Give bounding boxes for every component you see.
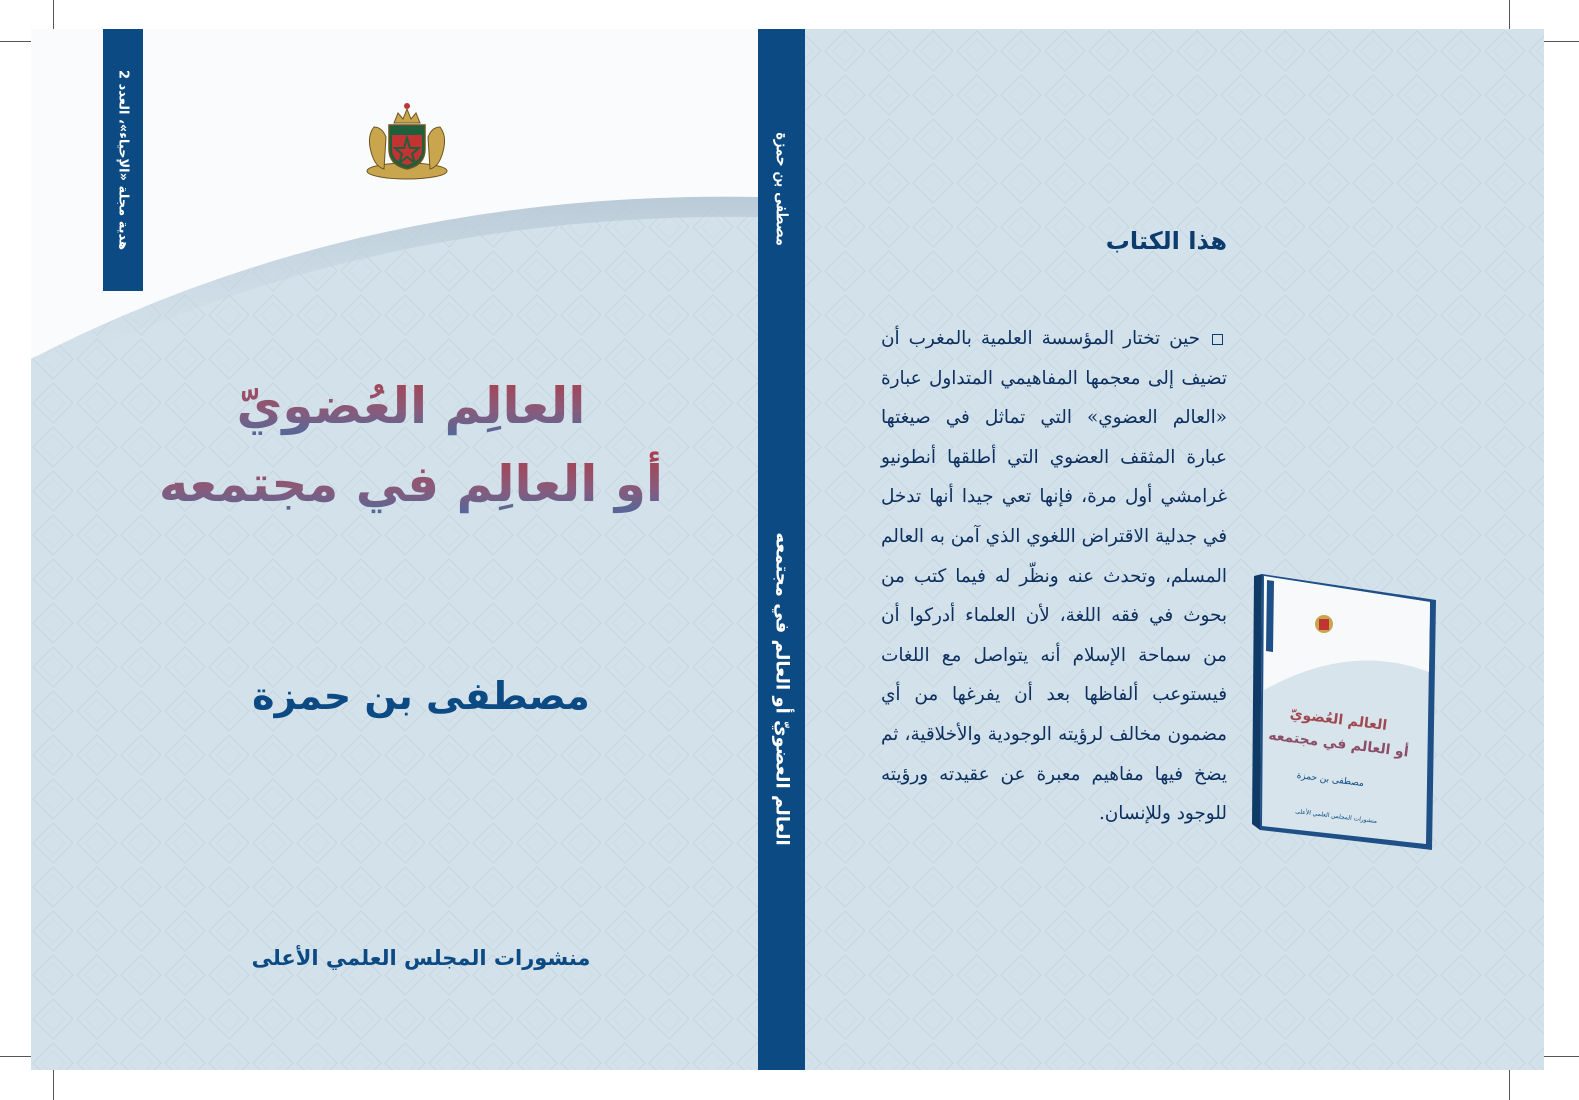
front-cover-publisher: منشورات المجلس العلمي الأعلى <box>251 946 591 970</box>
front-cover-title <box>91 367 731 523</box>
book-cover-spread <box>31 29 1544 1070</box>
series-label: هدية مجلة «الإحياء»، العدد 2 <box>115 70 131 250</box>
square-bullet-icon <box>1212 334 1223 345</box>
series-band <box>103 29 143 291</box>
mockup-author: مصطفى بن حمزة <box>1296 770 1365 790</box>
back-cover-blurb <box>881 319 1227 834</box>
front-cover-author: مصطفى بن حمزة <box>252 674 590 718</box>
mockup-title-line-1: العالم العُضويّ <box>1289 706 1388 734</box>
mockup-title-line-2: أو العالم في مجتمعه <box>1267 727 1410 761</box>
spine-author: مصطفى بن حمزة <box>772 132 791 246</box>
title-line-2: أو العالِم في مجتمعه <box>91 445 731 523</box>
book-spine <box>758 29 805 1070</box>
back-cover-heading: هذا الكتاب <box>1105 227 1227 255</box>
blurb-text: حين تختار المؤسسة العلمية بالمغرب أن تضيف إلى معجمها المفاهيمي المتداول عبارة «العالم العضوي» التي تماثل في صيغتها عبارة المثقف العضوي التي أطلقها أنطونيو غرامشي أول مرة، فإنها تعي جيدا أنها تدخل في جدلية الاقتراض اللغوي الذي آمن به العالم المسلم، وتحدث عنه ونظّر له فيما كتب من بحوث في فقه اللغة، لأن العلماء أدركوا أن من سماحة الإسلام أنه يتواصل مع اللغات فيستوعب ألفاظها بعد أن يفرغها من أي مضمون مخالف لرؤيته الوجودية والأخلاقية، ثم يضخ فيها مفاهيم معبرة عن عقيدته ورؤيته للوجود وللإنسان. <box>881 328 1227 825</box>
mockup-publisher: منشورات المجلس العلمي الأعلى <box>1294 808 1378 826</box>
moroccan-royal-coat-of-arms-icon <box>362 97 452 183</box>
title-line-1: العالِم العُضويّ <box>91 367 731 445</box>
mockup-emblem-icon <box>1315 615 1333 633</box>
spine-title: العالم العضويّ أو العالم في مجتمعه <box>771 532 792 846</box>
book-mockup-image <box>1250 572 1450 862</box>
